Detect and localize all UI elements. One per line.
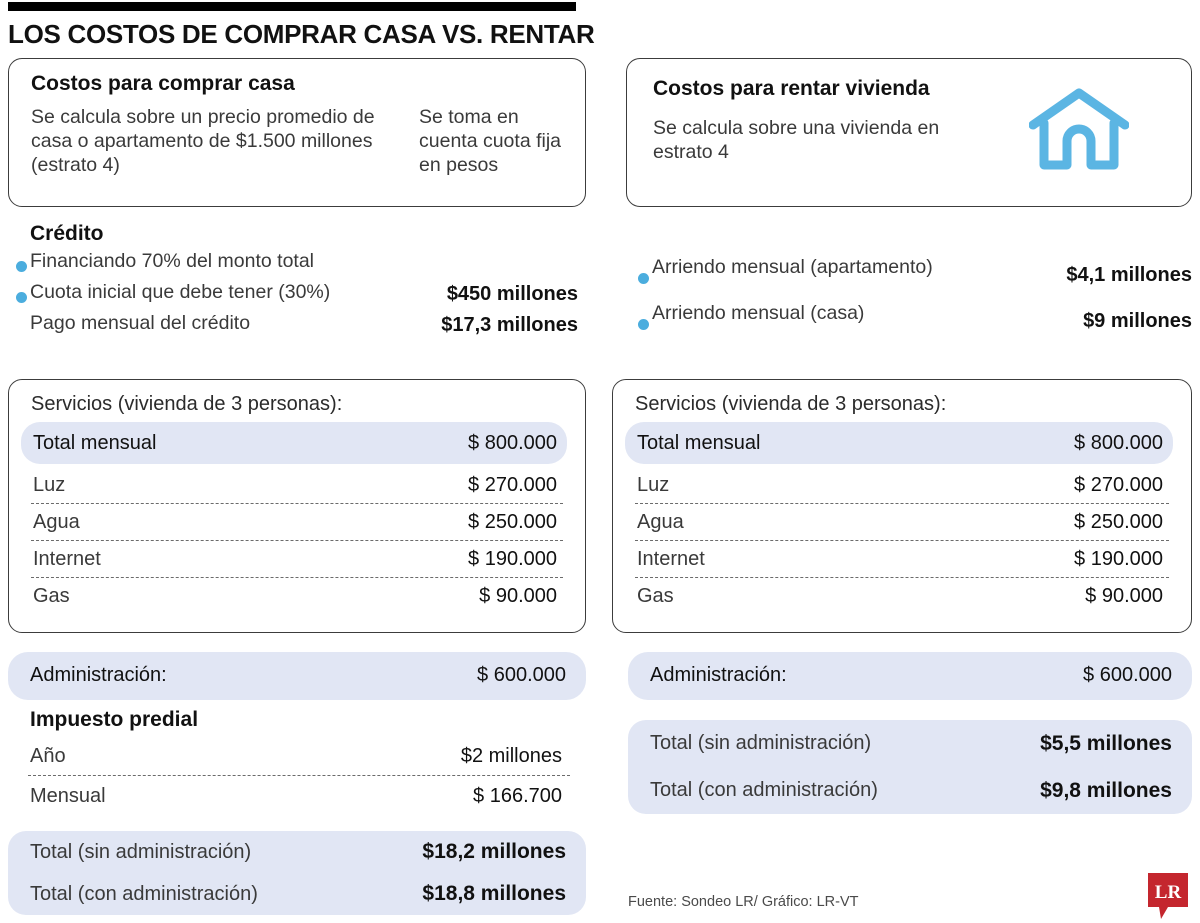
total-label: Total (sin administración): [650, 732, 872, 754]
table-row: [21, 467, 567, 504]
property-tax-value: $ 166.700: [473, 784, 562, 807]
services-total-label: Total mensual: [637, 431, 761, 454]
buy-services-title: Servicios (vivienda de 3 personas):: [31, 393, 343, 415]
page-title: LOS COSTOS DE COMPRAR CASA VS. RENTAR: [8, 19, 595, 49]
credit-row-label: Cuota inicial que debe tener (30%): [30, 281, 331, 303]
bullet-icon: [638, 273, 649, 284]
credit-block: [8, 222, 586, 343]
rent-price-rows: [628, 256, 1192, 348]
bullet-icon: [638, 319, 649, 330]
total-value: $9,8 millones: [1040, 778, 1172, 802]
service-label: Luz: [637, 474, 670, 496]
source-note: Fuente: Sondeo LR/ Gráfico: LR-VT: [628, 894, 859, 910]
table-row: [18, 736, 574, 776]
service-value: $ 190.000: [1074, 548, 1163, 570]
total-label: Total (con administración): [30, 882, 258, 905]
rent-row-label: Arriendo mensual (apartamento): [652, 256, 933, 278]
table-row: [625, 504, 1173, 541]
service-value: $ 190.000: [468, 548, 557, 570]
buy-intro-text-left: Se calcula sobre un precio promedio de casa o apartamento de $1.500 millones (estrato 4): [31, 106, 375, 176]
svg-text:LR: LR: [1154, 882, 1182, 903]
buy-services-card: [8, 379, 586, 633]
service-value: $ 270.000: [1074, 474, 1163, 496]
rent-administration-row: [628, 652, 1192, 700]
total-row: [628, 767, 1192, 814]
rent-totals-block: [628, 720, 1192, 814]
service-value: $ 90.000: [479, 585, 557, 607]
total-label: Total (con administración): [650, 779, 878, 801]
total-row: [8, 831, 586, 873]
administration-value: $ 600.000: [1083, 664, 1172, 686]
credit-row-value: $450 millones: [446, 283, 578, 305]
table-row: [21, 504, 567, 541]
table-row: [625, 422, 1173, 464]
buy-intro-card: [8, 58, 586, 207]
service-label: Gas: [33, 585, 70, 607]
administration-label: Administración:: [30, 664, 167, 686]
service-label: Luz: [33, 474, 66, 496]
table-row: [625, 578, 1173, 615]
administration-label: Administración:: [650, 664, 787, 686]
property-tax-label: Año: [30, 744, 66, 767]
service-label: Internet: [637, 548, 705, 570]
table-row: [18, 776, 574, 816]
rent-intro-text: Se calcula sobre una vivienda en estrato 4: [653, 117, 940, 163]
bullet-icon: [16, 292, 27, 303]
rent-services-card: [612, 379, 1192, 633]
services-total-value: $ 800.000: [468, 431, 557, 454]
table-row: [21, 422, 567, 464]
credit-row-value: $17,3 millones: [441, 314, 578, 336]
table-row: [625, 467, 1173, 504]
credit-row: [8, 312, 586, 343]
services-total-value: $ 800.000: [1074, 431, 1163, 454]
service-label: Gas: [637, 585, 674, 607]
total-label: Total (sin administración): [30, 840, 252, 863]
property-tax-value: $2 millones: [460, 744, 562, 767]
buy-intro-text-right: Se toma en cuenta cuota fija en pesos: [419, 106, 562, 176]
service-label: Agua: [33, 511, 80, 533]
rent-row: [628, 256, 1192, 302]
service-value: $ 250.000: [1074, 511, 1163, 533]
rent-row-value: $4,1 millones: [1066, 264, 1192, 286]
service-value: $ 90.000: [1085, 585, 1163, 607]
property-tax-heading: Impuesto predial: [30, 708, 199, 731]
total-row: [8, 873, 586, 915]
administration-value: $ 600.000: [477, 664, 566, 686]
credit-heading: Crédito: [30, 222, 104, 245]
title-rule: [8, 2, 576, 11]
property-tax-table: [18, 736, 574, 816]
table-row: [21, 578, 567, 615]
rent-intro-title: Costos para rentar vivienda: [653, 77, 930, 100]
service-value: $ 250.000: [468, 511, 557, 533]
service-value: $ 270.000: [468, 474, 557, 496]
service-label: Agua: [637, 511, 684, 533]
buy-intro-title: Costos para comprar casa: [31, 72, 295, 95]
property-tax-label: Mensual: [30, 784, 106, 807]
rent-row-label: Arriendo mensual (casa): [652, 302, 865, 324]
buy-totals-block: [8, 831, 586, 915]
property-tax-block: [8, 708, 586, 816]
buy-services-table: [21, 422, 567, 615]
credit-row-label: Financiando 70% del monto total: [30, 250, 315, 272]
rent-row-value: $9 millones: [1083, 310, 1192, 332]
house-icon: [1029, 87, 1129, 171]
bullet-icon: [16, 261, 27, 272]
total-value: $18,8 millones: [422, 882, 566, 905]
rent-intro-card: [626, 58, 1192, 207]
total-value: $18,2 millones: [422, 840, 566, 863]
total-row: [628, 720, 1192, 767]
credit-row-label: Pago mensual del crédito: [30, 312, 251, 334]
table-row: [21, 541, 567, 578]
services-total-label: Total mensual: [33, 431, 157, 454]
total-value: $5,5 millones: [1040, 731, 1172, 755]
credit-row: [8, 281, 586, 312]
rent-services-table: [625, 422, 1173, 615]
buy-administration-row: [8, 652, 586, 700]
lr-logo-icon: [1148, 873, 1188, 919]
table-row: [625, 541, 1173, 578]
rent-row: [628, 302, 1192, 348]
rent-services-title: Servicios (vivienda de 3 personas):: [635, 393, 947, 415]
service-label: Internet: [33, 548, 101, 570]
credit-row: [8, 250, 586, 281]
